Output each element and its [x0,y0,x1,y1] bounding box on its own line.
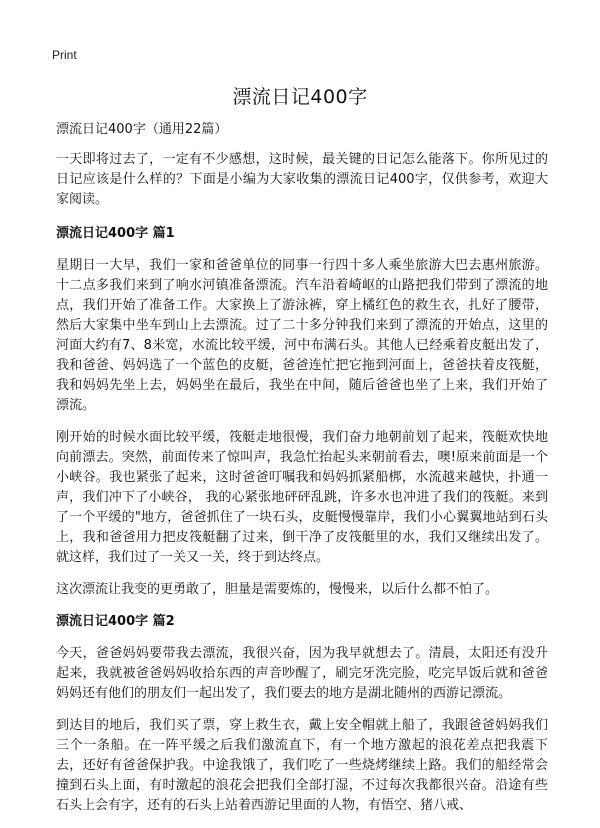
section-paragraph: 今天，爸爸妈妈要带我去漂流，我很兴奋，因为我早就想去了。清晨，太阳还有没升起来，我就被爸爸妈妈收拾东西的声音吵醒了，刷完牙洗完脸，吃完早饭后就和爸爸妈妈还有他们的朋友们一起出发了，我们要去的地方是湖北随州的西游记漂流。 [56,646,548,701]
section-heading: 漂流日记400字 篇2 [56,614,175,629]
page-title: 漂流日记400字 [232,86,368,108]
section-paragraph: 这次漂流让我变的更勇敢了，胆量是需要炼的，慢慢来，以后什么都不怕了。 [56,582,499,597]
section-paragraph: 星期日一大早，我们一家和爸爸单位的同事一行四十多人乘坐旅游大巴去惠州旅游。十二点多我们来到了响水河镇准备漂流。汽车沿着崎岖的山路把我们带到了漂流的地点，我们开始了准备工作。大家换上了游泳裤，穿上橘红色的救生衣，扎好了腰带，然后大家集中坐车到山上去漂流。过了二十多分钟我们来到了漂流的开始点，这里的河面大约有7、8米宽，水流比较平缓，河中布满石头。其他人已经乘着皮艇出发了，我和爸爸、妈妈选了一个蓝色的皮艇，爸爸连忙把它拖到河面上，爸爸扶着皮筏艇，我和妈妈先坐上去，妈妈坐在最后，我坐在中间，随后爸爸也坐了上来，我们开始了漂流。 [56,258,548,413]
section-paragraph: 到达目的地后，我们买了票，穿上救生衣，戴上安全帽就上船了，我跟爸爸妈妈我们三个一条船。在一阵平缓之后我们激流直下，有一个地方激起的浪花差点把我震下去，还好有爸爸保护我。中途我饿了，我们吃了一些烧烤继续上路。我们的船经常会撞到石头上面，有时激起的浪花会把我们全部打湿，不过每次我都很兴奋。沿途有些石头上会有字，还有的石头上站着西游记里面的人物，有悟空、猪八戒、 [56,718,548,813]
section-paragraph: 刚开始的时候水面比较平缓，筏艇走地很慢，我们奋力地朝前划了起来，筏艇欢快地向前漂去。突然，前面传来了惊叫声，我急忙抬起头来朝前看去，噢!原来前面是一个小峡谷。我也紧张了起来，这时爸爸叮嘱我和妈妈抓紧船梆，水流越来越快，扑通一声，我们冲下了小峡谷， 我的心紧张地砰砰乱跳，许多水也冲进了我们的筏艇。来到了一个平缓的"地方，爸爸抓住了一块石头，皮艇慢慢靠岸，我们小心翼翼地站到石头上，我和爸爸用力把皮筏艇翻了过来，倒干净了皮筏艇里的水，我们又继续出发了。就这样，我们过了一关又一关，终于到达终点。 [56,430,548,565]
section-heading: 漂流日记400字 篇1 [56,226,175,241]
article-intro: 一天即将过去了，一定有不少感想，这时候，最关键的日记怎么能落下。你所见过的日记应该是什么样的？下面是小编为大家收集的漂流日记400字，仅供参考，欢迎大家阅读。 [56,152,548,207]
print-link[interactable]: Print [52,48,77,62]
article-subtitle: 漂流日记400字（通用22篇） [56,122,228,137]
article-body [56,120,548,828]
